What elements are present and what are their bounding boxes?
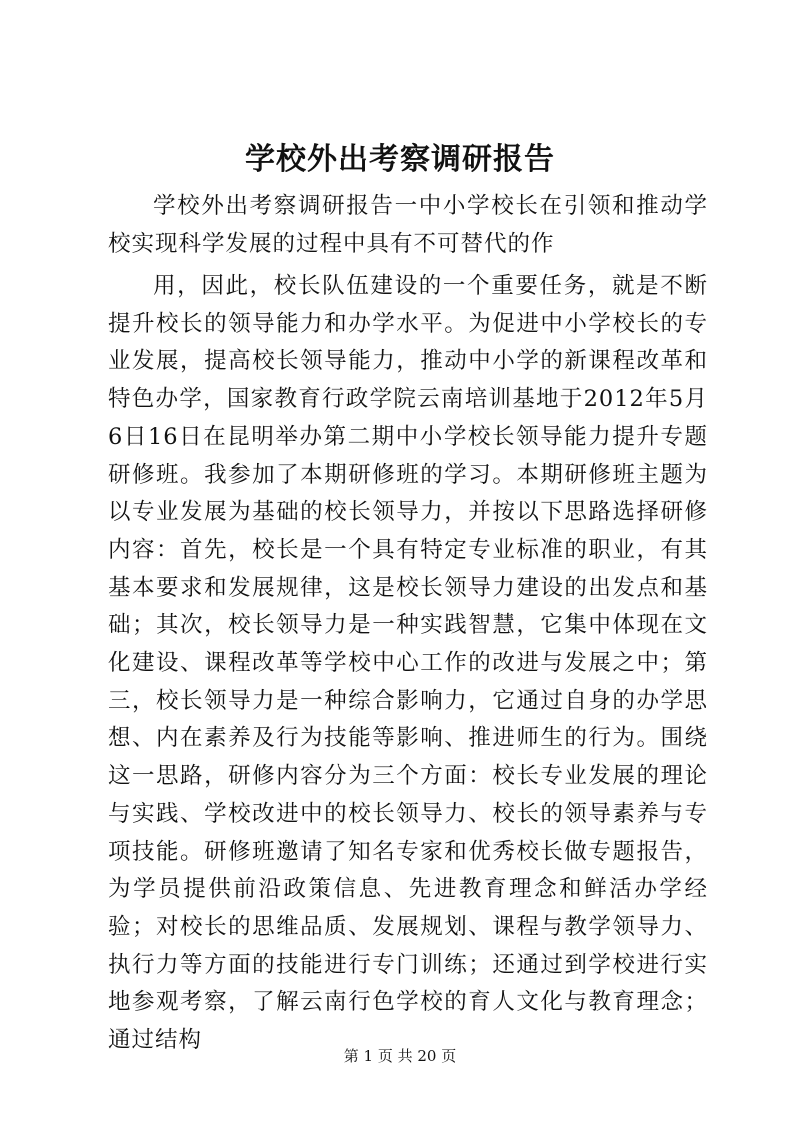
document-title: 学校外出考察调研报告 <box>245 142 555 177</box>
page-footer: 第 1 页 共 20 页 <box>343 1047 457 1065</box>
paragraph-1: 学校外出考察调研报告一中小学校长在引领和推动学校实现科学发展的过程中具有不可替代的作 <box>108 193 708 257</box>
paragraph-2: 用，因此，校长队伍建设的一个重要任务，就是不断提升校长的领导能力和办学水平。为促进中小学校长的专业发展，提高校长领导能力，推动中小学的新课程改革和特色办学，国家教育行政学院云南培训基地于2012年5月6日16日在昆明举办第二期中小学校长领导能力提升专题研修班。我参加了本期研修班的学习。本期研修班主题为以专业发展为基础的校长领导力，并按以下思路选择研修内容：首先，校长是一个具有特定专业标准的职业，有其基本要求和发展规律，这是校长领导力建设的出发点和基础；其次，校长领导力是一种实践智慧，它集中体现在文化建设、课程改革等学校中心工作的改进与发展之中；第三，校长领导力是一种综合影响力，它通过自身的办学思想、内在素养及行为技能等影响、推进师生的行为。围绕这一思路，研修内容分为三个方面：校长专业发展的理论与实践、学校改进中的校长领导力、校长的领导素养与专项技能。研修班邀请了知名专家和优秀校长做专题报告，为学员提供前沿政策信息、先进教育理念和鲜活办学经验；对校长的思维品质、发展规划、课程与教学领导力、执行力等方面的技能进行专门训练；还通过到学校进行实地参观考察，了解云南行色学校的育人文化与教育理念；通过结构 <box>108 273 708 1054</box>
